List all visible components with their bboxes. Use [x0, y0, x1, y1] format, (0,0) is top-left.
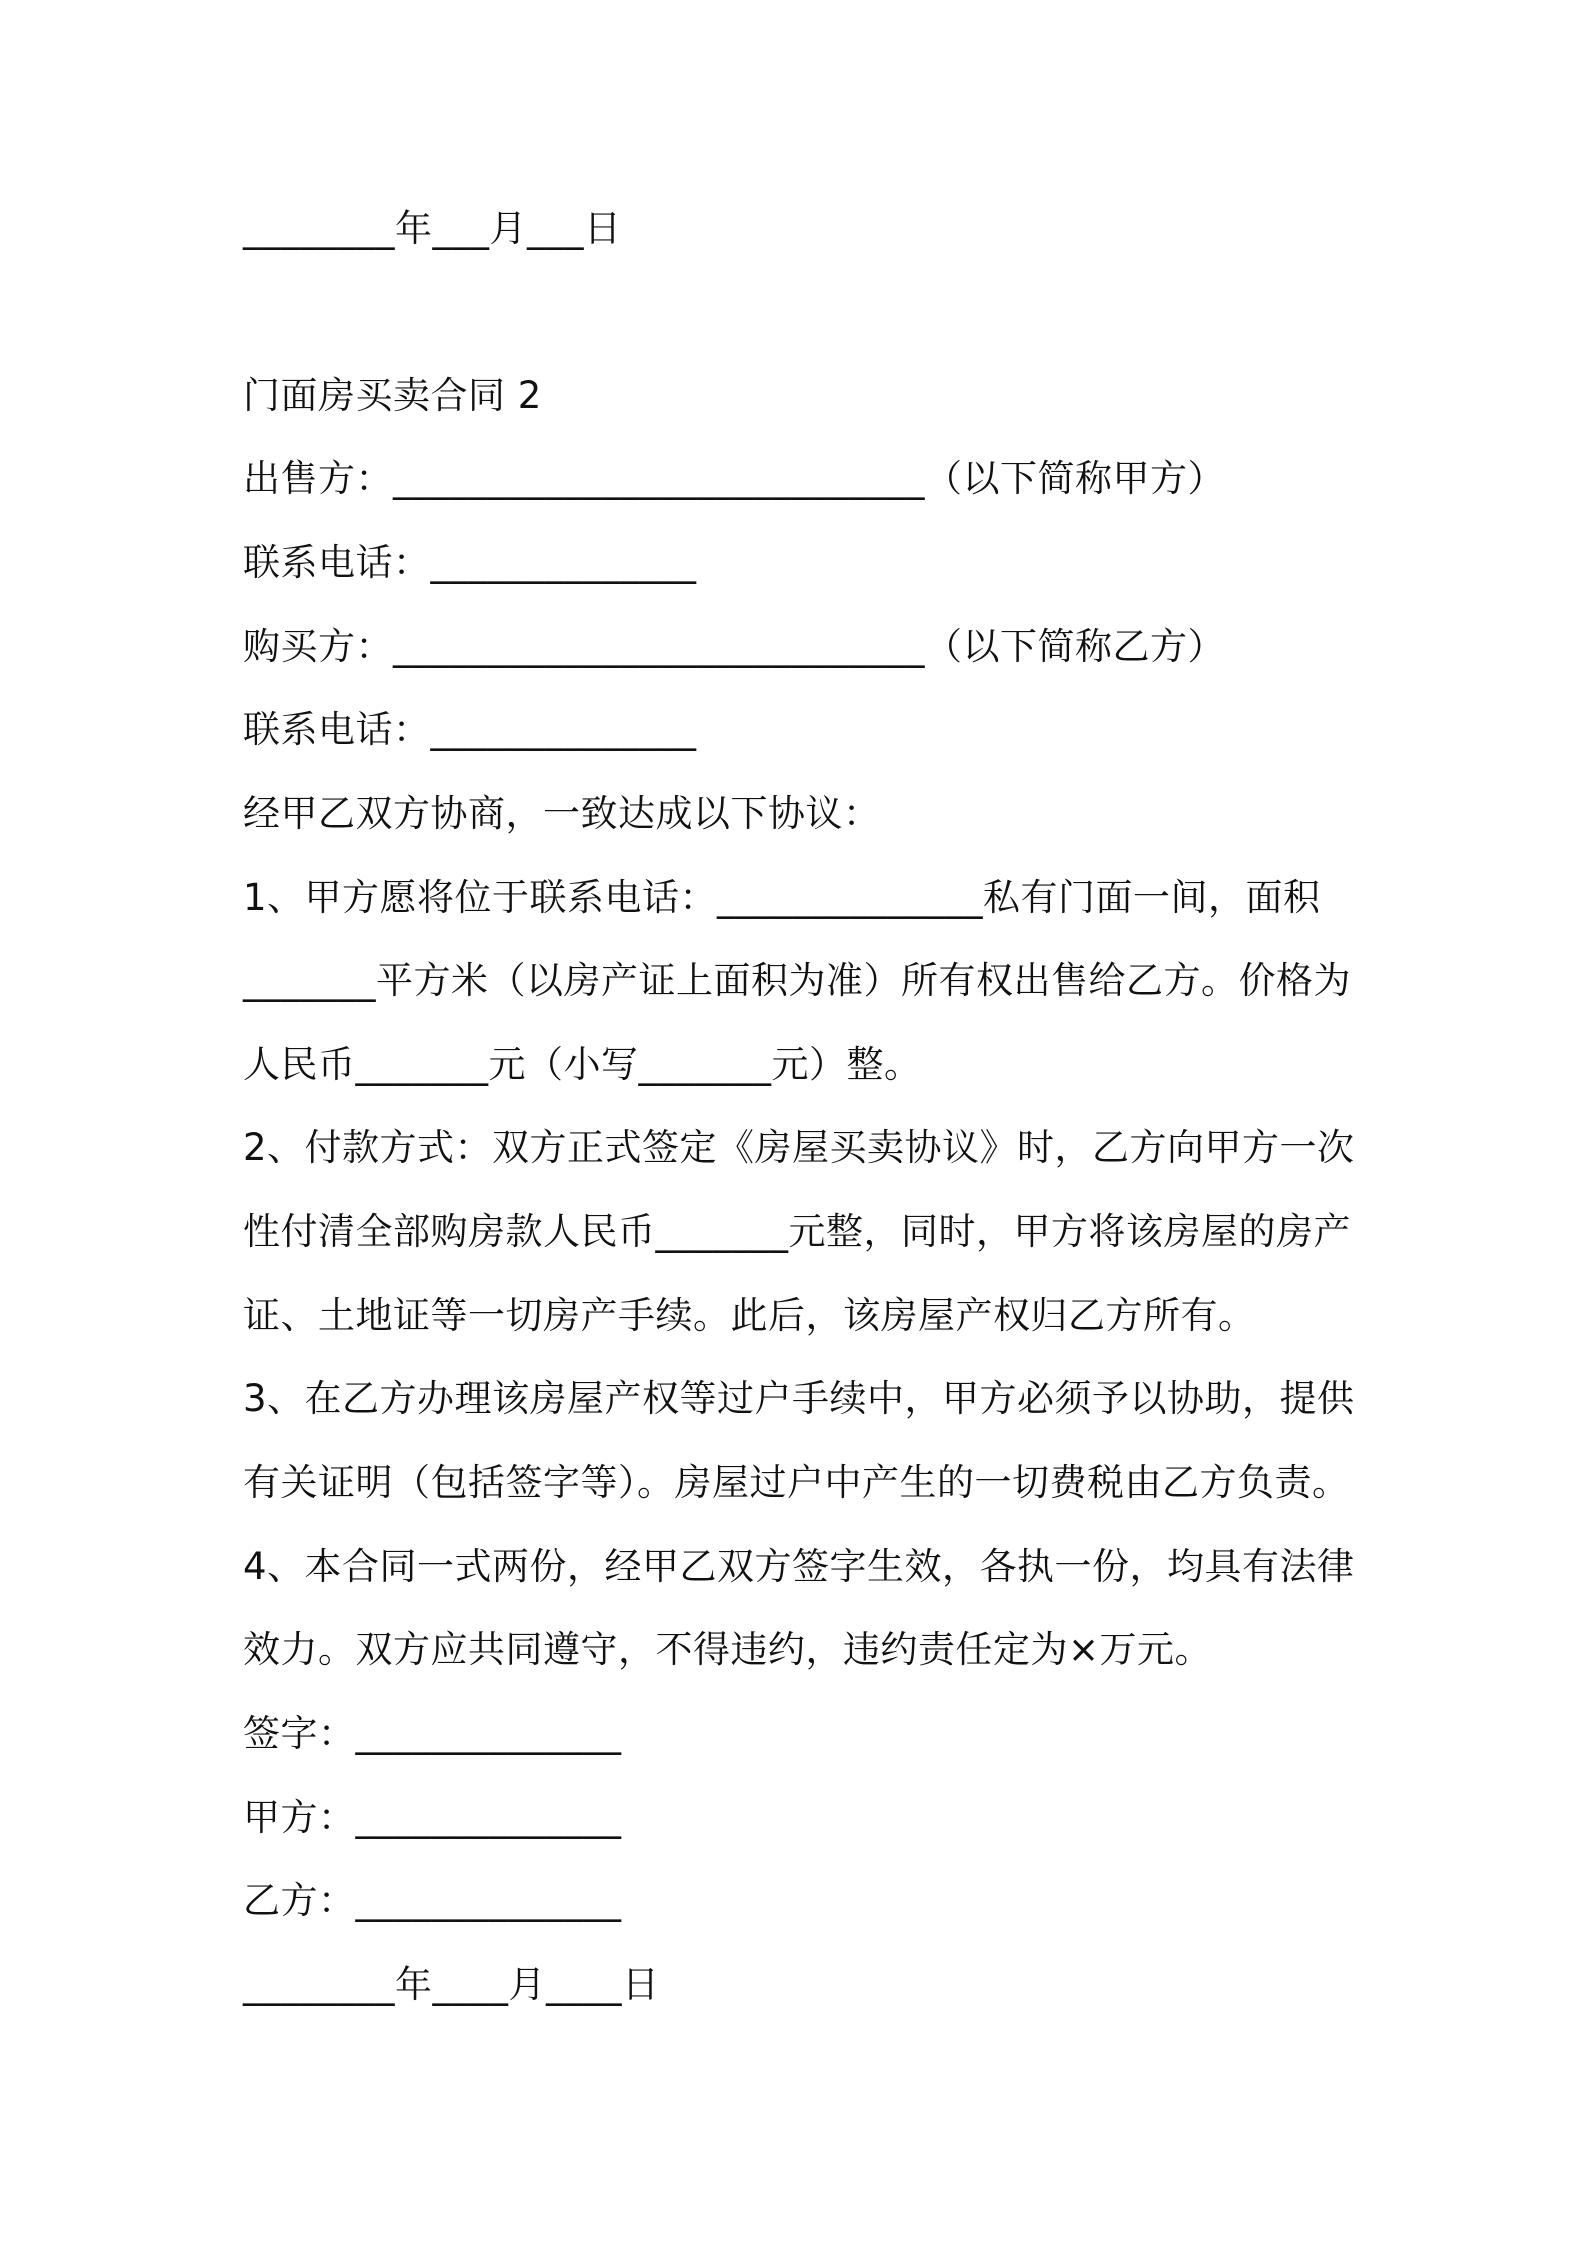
signature-line: 签字：______________ [243, 1712, 622, 1755]
clause-2-line-3: 证、土地证等一切房产手续。此后，该房屋产权归乙方所有。 [243, 1294, 1256, 1337]
date-line-bottom: ________年____月____日 [243, 1963, 660, 2006]
clause-4-line-2: 效力。双方应共同遵守，不得违约，违约责任定为×万元。 [243, 1628, 1213, 1671]
date-line-top: ________年___月___日 [243, 207, 622, 250]
agreement-intro: 经甲乙双方协商，一致达成以下协议： [243, 792, 881, 835]
contract-title: 门面房买卖合同 2 [243, 374, 542, 417]
buyer-line: 购买方：____________________________（以下简称乙方） [243, 625, 1225, 668]
party-b-signature-line: 乙方：______________ [243, 1879, 622, 1922]
clause-2-line-1: 2、付款方式：双方正式签定《房屋买卖协议》时，乙方向甲方一次 [243, 1126, 1355, 1169]
clause-1-line-2: _______平方米（以房产证上面积为准）所有权出售给乙方。价格为 [243, 959, 1351, 1002]
clause-2-line-2: 性付清全部购房款人民币_______元整，同时，甲方将该房屋的房产 [243, 1210, 1351, 1253]
party-a-signature-line: 甲方：______________ [243, 1796, 622, 1839]
clause-3-line-1: 3、在乙方办理该房屋产权等过户手续中，甲方必须予以协助，提供 [243, 1377, 1355, 1420]
seller-line: 出售方：____________________________（以下简称甲方） [243, 457, 1225, 500]
clause-3-line-2: 有关证明（包括签字等）。房屋过户中产生的一切费税由乙方负责。 [243, 1461, 1350, 1504]
clause-4-line-1: 4、本合同一式两份，经甲乙双方签字生效，各执一份，均具有法律 [243, 1545, 1355, 1588]
clause-1-line-1: 1、甲方愿将位于联系电话：______________私有门面一间，面积 [243, 876, 1321, 919]
clause-1-line-3: 人民币_______元（小写_______元）整。 [243, 1043, 922, 1086]
seller-phone-line: 联系电话：______________ [243, 541, 697, 584]
buyer-phone-line: 联系电话：______________ [243, 708, 697, 751]
